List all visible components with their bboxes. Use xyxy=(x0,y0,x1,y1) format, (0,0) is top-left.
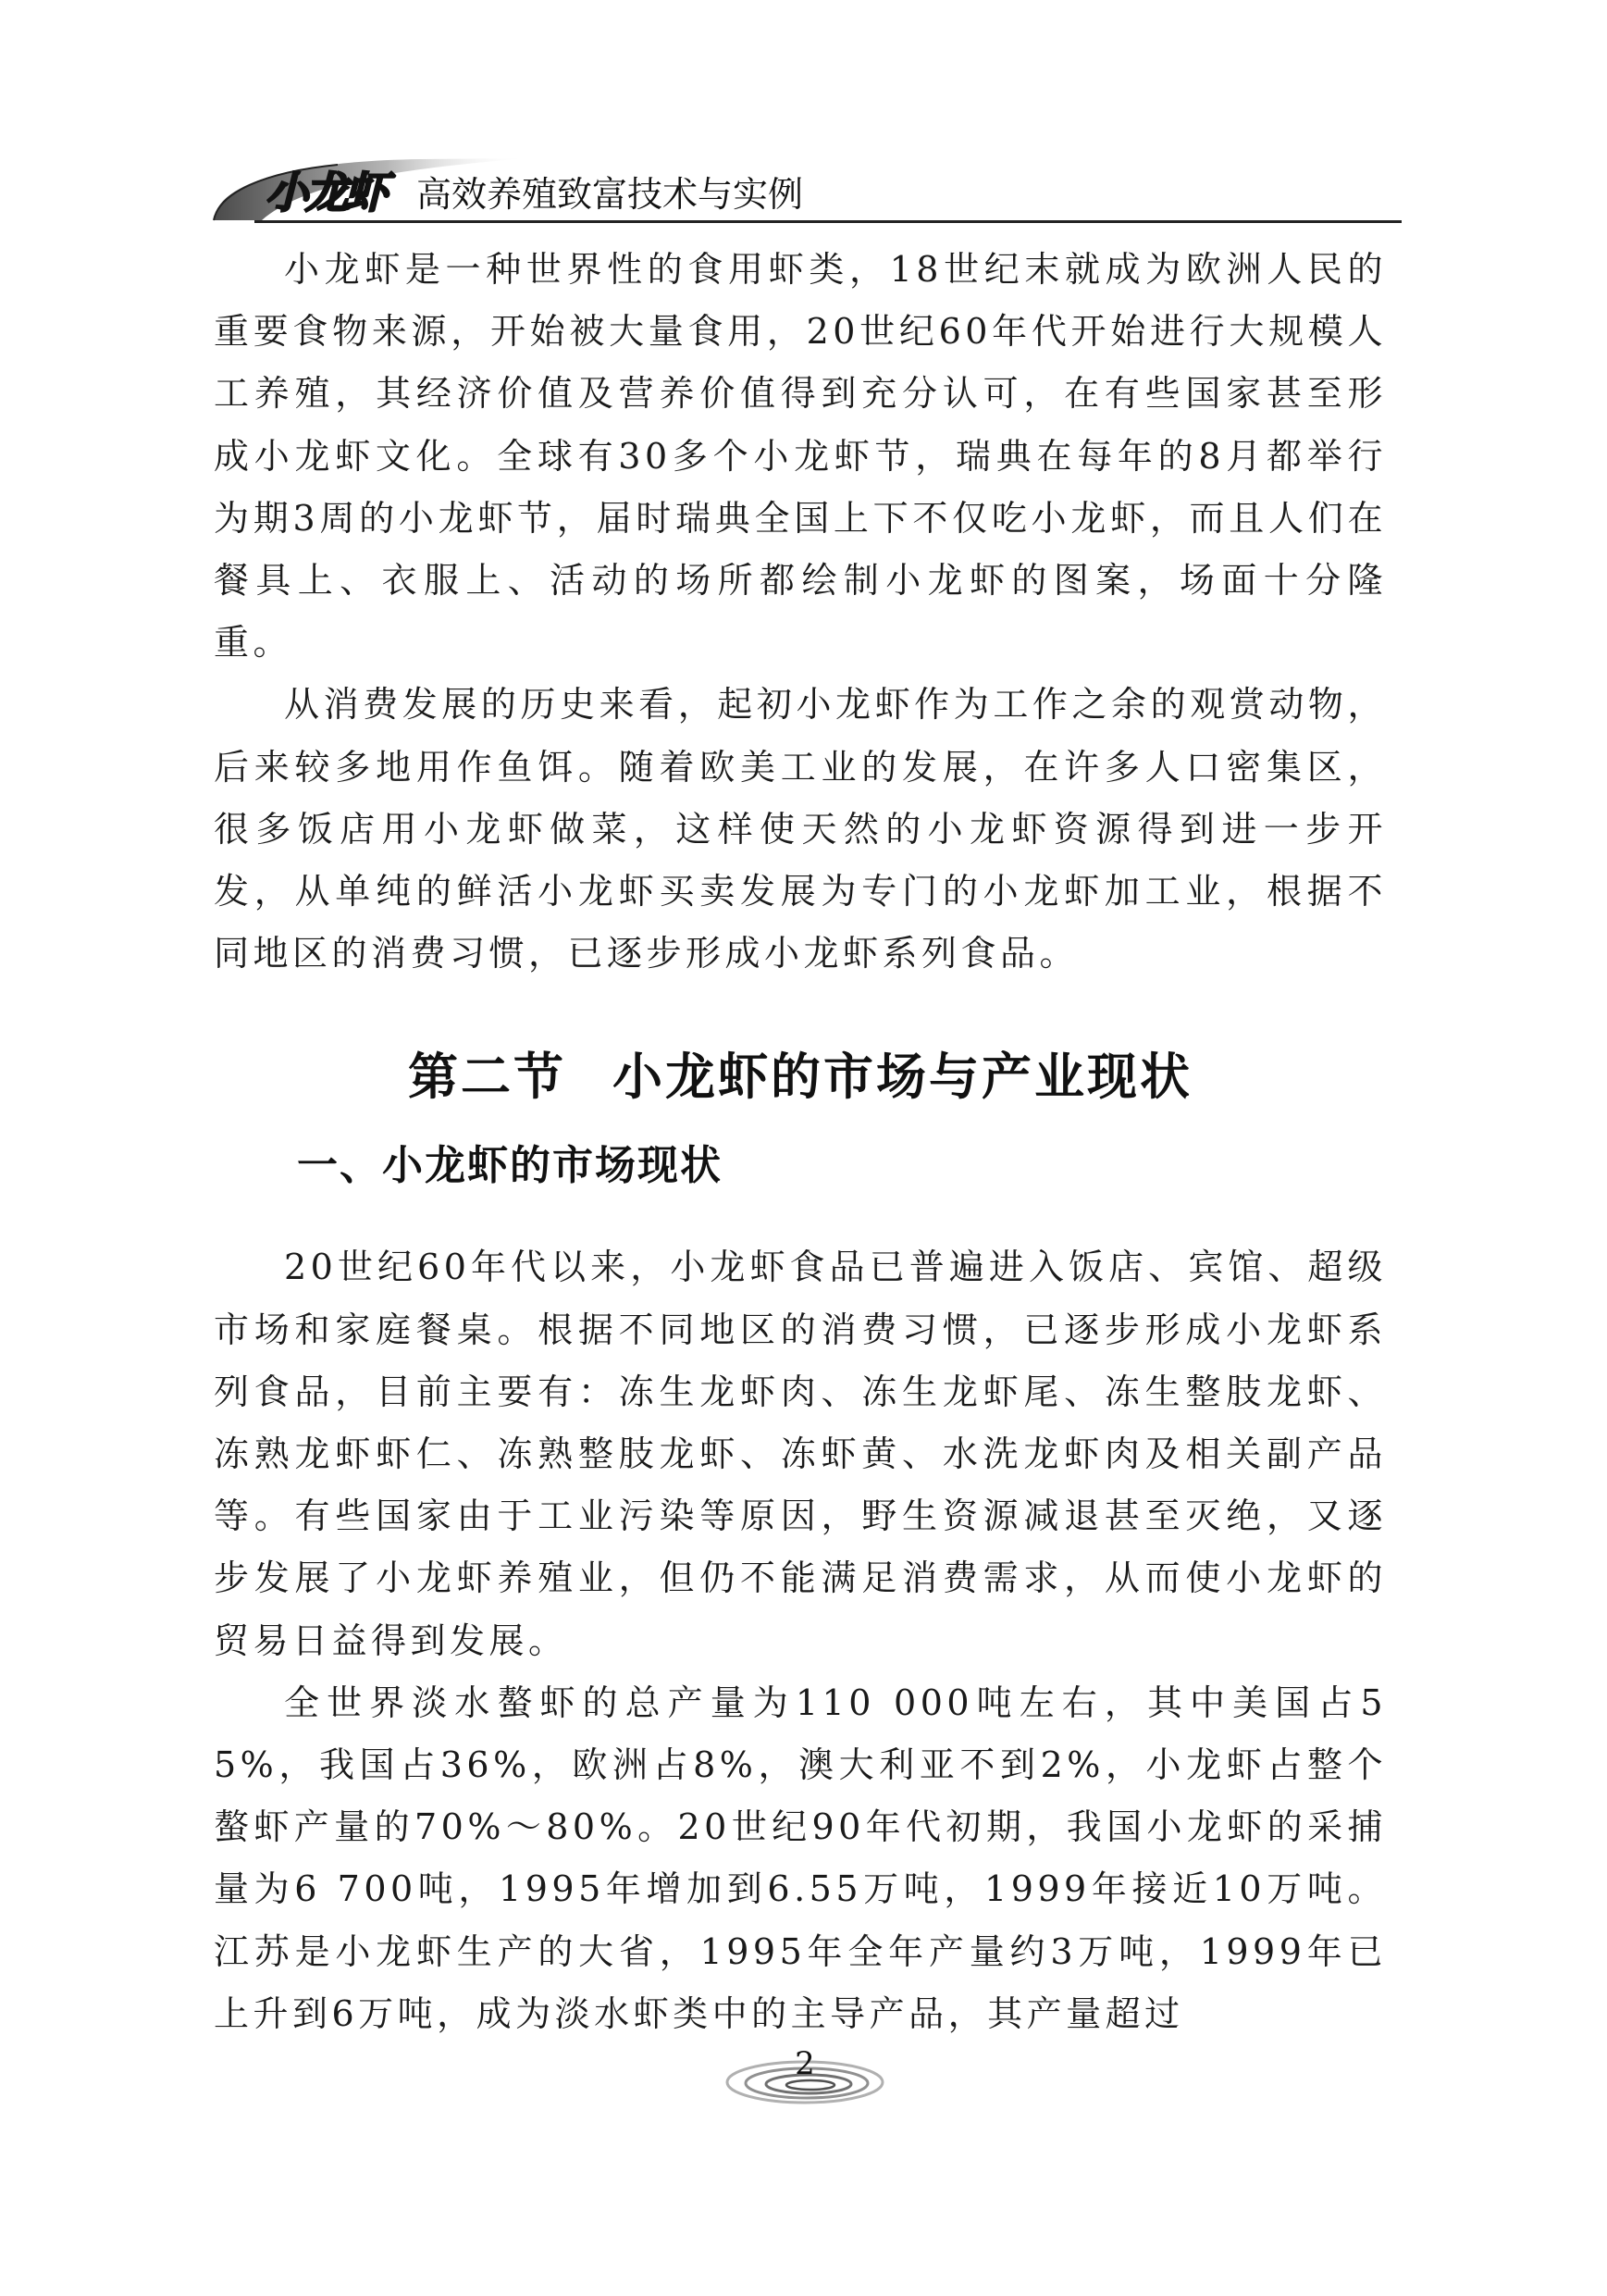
market-paragraph-1: 20世纪60年代以来，小龙虾食品已普遍进入饭店、宾馆、超级市场和家庭餐桌。根据不同地区的消费习惯，已逐步形成小龙虾系列食品，目前主要有：冻生龙虾肉、冻生龙虾尾、冻生整肢龙虾、冻熟龙虾虾仁、冻熟整肢龙虾、冻虾黄、水洗龙虾肉及相关副产品等。有些国家由于工业污染等原因，野生资源减退甚至灭绝，又逐步发展了小龙虾养殖业，但仍不能满足消费需求，从而使小龙虾的贸易日益得到发展。 xyxy=(214,1247,1387,1661)
running-header xyxy=(208,155,1402,230)
header-rule xyxy=(254,220,1402,223)
header-logo: 小龙虾 xyxy=(266,168,385,217)
section-title-text: 小龙虾的市场与产业现状 xyxy=(612,1047,1193,1107)
subsection-heading: 一、小龙虾的市场现状 xyxy=(297,1142,723,1190)
page-number: 2 xyxy=(795,2045,815,2082)
market-paragraph-2: 全世界淡水螯虾的总产量为110 000吨左右，其中美国占55%，我国占36%，欧洲占8%，澳大利亚不到2%，小龙虾占整个螯虾产量的70%～80%。20世纪90年代初期，我国小龙虾的采捕量为6 700吨，1995年增加到6.55万吨，1999年接近10万吨。江苏是小龙虾生产的大省，1995年全年产量约3万吨，1999年已上升到6万吨，成为淡水虾类中的主导产品，其产量超过 xyxy=(214,1682,1387,2034)
intro-paragraph-2: 从消费发展的历史来看，起初小龙虾作为工作之余的观赏动物，后来较多地用作鱼饵。随着欧美工业的发展，在许多人口密集区，很多饭店用小龙虾做菜，这样使天然的小龙虾资源得到进一步开发，从单纯的鲜活小龙虾买卖发展为专门的小龙虾加工业，根据不同地区的消费习惯，已逐步形成小龙虾系列食品。 xyxy=(214,684,1387,974)
header-book-subtitle: 高效养殖致富技术与实例 xyxy=(416,174,804,215)
section-number: 第二节 xyxy=(408,1047,566,1107)
page-footer xyxy=(722,2043,888,2108)
intro-paragraph-1: 小龙虾是一种世界性的食用虾类，18世纪末就成为欧洲人民的重要食物来源，开始被大量食用，20世纪60年代开始进行大规模人工养殖，其经济价值及营养价值得到充分认可，在有些国家甚至形成小龙虾文化。全球有30多个小龙虾节，瑞典在每年的8月都举行为期3周的小龙虾节，届时瑞典全国上下不仅吃小龙虾，而且人们在餐具上、衣服上、活动的场所都绘制小龙虾的图案，场面十分隆重。 xyxy=(214,249,1387,664)
section-heading xyxy=(214,1036,1387,1116)
page-content xyxy=(214,239,1387,2045)
